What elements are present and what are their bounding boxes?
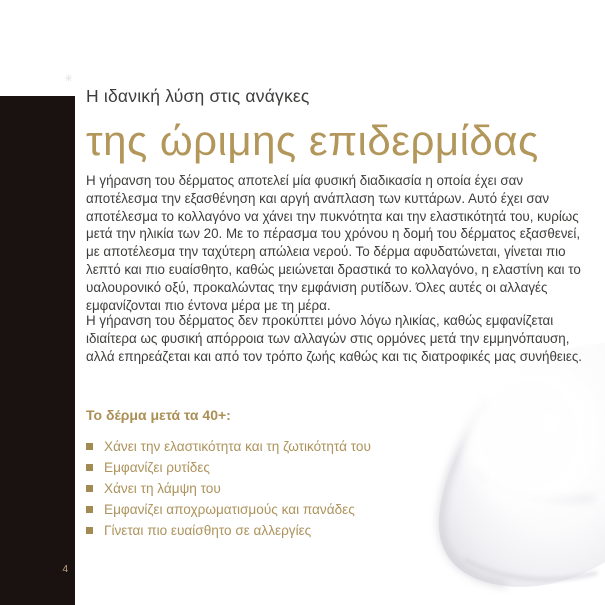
list-heading: Το δέρμα μετά τα 40+:: [86, 407, 231, 423]
list-item: [86, 459, 526, 480]
page-title: της ώριμης επιδερμίδας: [86, 117, 539, 164]
square-bullet-icon: [86, 464, 93, 471]
kicker-heading: Η ιδανική λύση στις ανάγκες: [86, 86, 310, 106]
intro-paragraph: Η γήρανση του δέρματος αποτελεί μία φυσική διαδικασία η οποία έχει σαν αποτέλεσμα την εξασθένηση και αργή ανάπλαση των κυττάρων. Αυτό έχει σαν αποτέλεσμα το κολλαγόνο να χάνει την πυκνότητα και την ελαστικότητά του, κυρίως μετά την ηλικία των 20. Με το πέρασμα του χρόνου η δομή του δέρματος εξασθενεί, με αποτέλεσμα την ταχύτερη απώλεια νερού. Το δέρμα αφυδατώνεται, γίνεται πιο λεπτό και πιο ευαίσθητο, καθώς μειώνεται δραστικά το κολλαγόνο, η ελαστίνη και το υαλουρονικό οξύ, προκαλώντας την εμφάνιση ρυτίδων. Όλες αυτές οι αλλαγές εμφανίζονται πιο έντονα μέρα με τη μέρα.: [86, 173, 581, 313]
square-bullet-icon: [86, 506, 93, 513]
square-bullet-icon: [86, 485, 93, 492]
list-item: [86, 438, 526, 459]
list-item-label: Γίνεται πιο ευαίσθητο σε αλλεργίες: [104, 523, 312, 538]
list-item-label: Εμφανίζει ρυτίδες: [104, 460, 210, 475]
list-item: [86, 501, 526, 522]
list-item-label: Χάνει την ελαστικότητα και τη ζωτικότητά του: [104, 439, 371, 454]
page-number: 4: [62, 564, 68, 575]
square-bullet-icon: [86, 443, 93, 450]
skin-changes-list: [86, 438, 526, 543]
list-item: [86, 522, 526, 543]
list-item-label: Χάνει τη λάμψη του: [104, 481, 221, 496]
list-item-label: Εμφανίζει αποχρωματισμούς και πανάδες: [104, 502, 355, 517]
hormones-paragraph: Η γήρανση του δέρματος δεν προκύπτει μόνο λόγω ηλικίας, καθώς εμφανίζεται ιδιαίτερα ως φυσική απόρροια των αλλαγών στις ορμόνες μετά την εμμηνόπαυση, αλλά επηρεάζεται και από τον τρόπο ζωής καθώς και τις διατροφικές μας συνήθειες.: [86, 313, 583, 364]
square-bullet-icon: [86, 527, 93, 534]
list-item: [86, 480, 526, 501]
sidebar-band: [0, 96, 75, 605]
sparkle-icon: ✳: [64, 73, 74, 85]
